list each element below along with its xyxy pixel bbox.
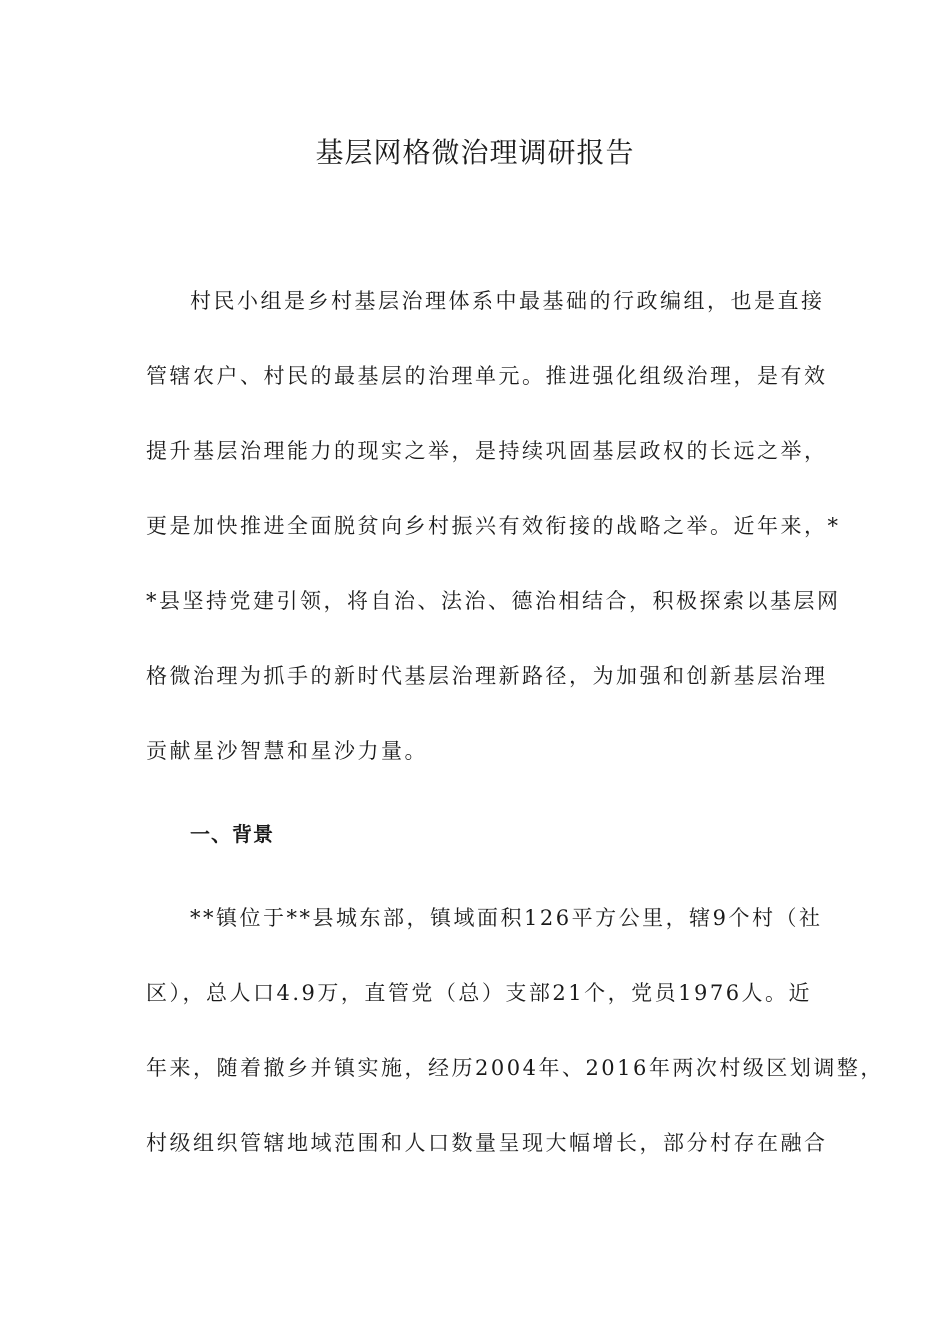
intro-line-5: *县坚持党建引领，将自治、法治、德治相结合，积极探索以基层网 [146,589,841,613]
intro-line-2: 管辖农户、村民的最基层的治理单元。推进强化组级治理，是有效 [146,364,828,388]
intro-line-7: 贡献星沙智慧和星沙力量。 [146,739,428,763]
page-title: 基层网格微治理调研报告 [315,136,635,169]
intro-line-3: 提升基层治理能力的现实之举，是持续巩固基层政权的长远之举， [146,439,828,463]
intro-line-4: 更是加快推进全面脱贫向乡村振兴有效衔接的战略之举。近年来，* [146,514,841,538]
section-heading-background: 一、背景 [190,822,274,846]
section1-line-3: 年来，随着撤乡并镇实施，经历2004年、2016年两次村级区划调整， [146,1056,884,1080]
section1-line-1: **镇位于**县城东部，镇域面积126平方公里，辖9个村（社 [190,906,823,930]
section1-line-2: 区），总人口4.9万，直管党（总）支部21个，党员1976人。近 [146,981,813,1005]
intro-line-6: 格微治理为抓手的新时代基层治理新路径，为加强和创新基层治理 [146,664,828,688]
section1-line-4: 村级组织管辖地域范围和人口数量呈现大幅增长，部分村存在融合 [146,1131,828,1155]
intro-line-1: 村民小组是乡村基层治理体系中最基础的行政编组，也是直接 [190,289,825,313]
